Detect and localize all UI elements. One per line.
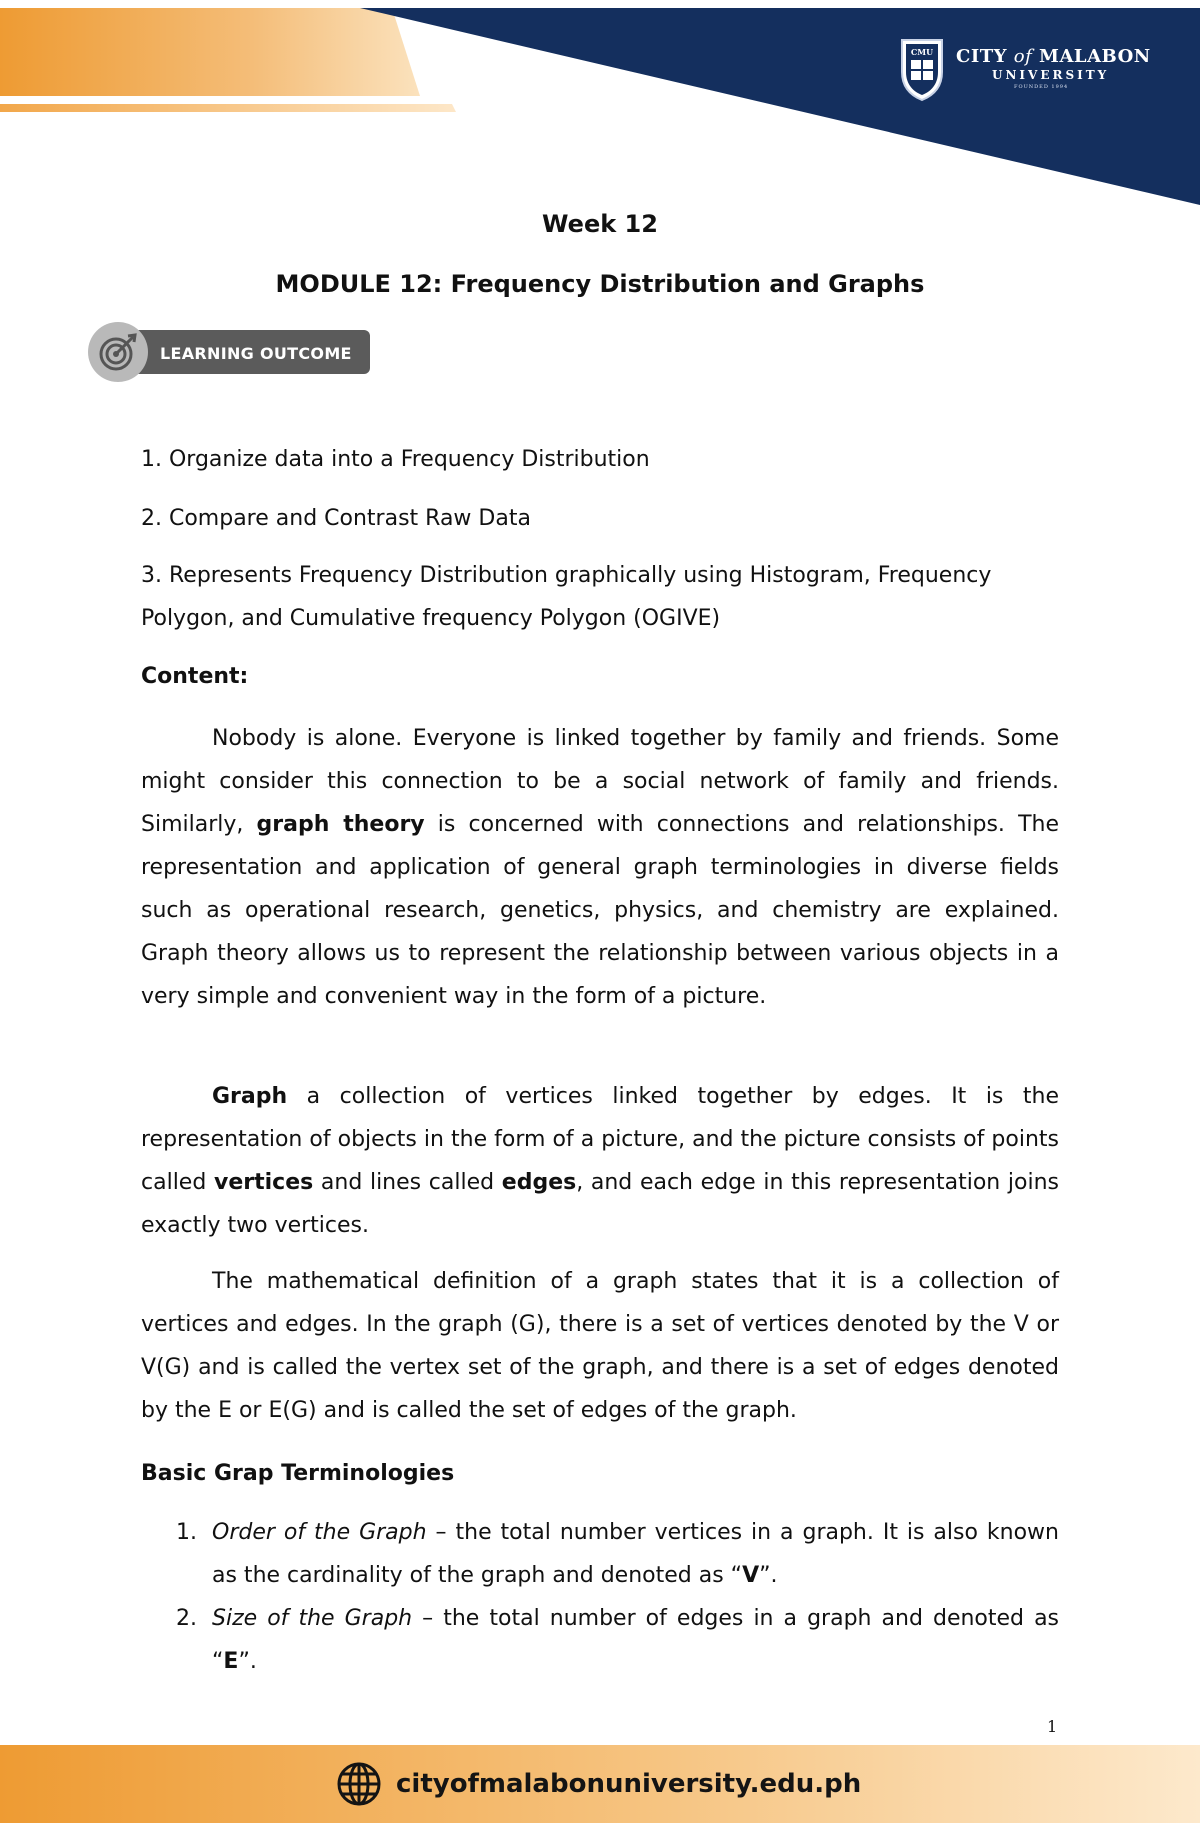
module-title: MODULE 12: Frequency Distribution and Graphs	[275, 270, 925, 298]
outcome-item: 1. Organize data into a Frequency Distribution	[141, 447, 650, 472]
page-number: 1	[1047, 1717, 1058, 1736]
university-seal-icon	[898, 36, 946, 102]
logo-of: of	[1013, 46, 1033, 67]
learning-outcome-label: LEARNING OUTCOME	[160, 344, 352, 363]
logo-malabon: MALABON	[1032, 46, 1151, 67]
term-graph: Graph	[212, 1084, 288, 1109]
logo-wordmark	[956, 46, 1151, 90]
paragraph-mathematical-definition: The mathematical definition of a graph states that it is a collection of vertices and edges. In the graph (G), there is a set of vertices denoted by the V or V(G) and is called the vertex set of the graph, and there is a set of edges denoted by the E or E(G) and is called the set of edges of the graph.	[141, 1269, 1059, 1423]
paragraph-graph-theory	[141, 717, 1059, 1018]
list-item	[141, 1597, 1059, 1683]
list-item	[141, 1511, 1059, 1597]
logo-university: UNIVERSITY	[992, 68, 1110, 82]
university-logo	[898, 34, 1151, 106]
globe-icon	[336, 1761, 382, 1807]
seal-text: CMU	[910, 47, 934, 57]
learning-outcome-badge	[88, 322, 371, 382]
outcome-item: 2. Compare and Contrast Raw Data	[141, 506, 531, 531]
list-text: ”.	[238, 1649, 257, 1674]
outcome-item: 3. Represents Frequency Distribution graphically using Histogram, Frequency Polygon, and Cumulative frequency Polygon (OGIVE)	[141, 563, 992, 631]
list-number: 2.	[176, 1606, 197, 1631]
week-title: Week 12	[542, 210, 658, 238]
footer-url[interactable]: cityofmalabonuniversity.edu.ph	[396, 1769, 862, 1799]
target-icon	[97, 331, 139, 373]
content-heading: Content:	[141, 664, 249, 689]
terminologies-heading: Basic Grap Terminologies	[141, 1461, 455, 1486]
symbol-e: E	[223, 1649, 239, 1674]
paragraph-text: is concerned with connections and relationships. The representation and application of general graph terminologies in diverse fields such as operational research, genetics, physics, and chemistry are explained. Graph theory allows us to represent the relationship between various objects in a very simple and convenient way in the form of a picture.	[141, 812, 1059, 1009]
paragraph-text: , and each edge in this representation joins exactly two vertices.	[141, 1170, 1060, 1238]
term-vertices: vertices	[213, 1170, 314, 1195]
paragraph-text: Nobody is alone. Everyone is linked together by family and friends. Some might consider this connection to be a social network of family and friends. Similarly,	[141, 726, 1059, 837]
term-edges: edges	[501, 1170, 577, 1195]
paragraph-text: a collection of vertices linked together by edges. It is the representation of objects in the form of a picture, and the picture consists of points called	[141, 1084, 1059, 1195]
logo-city: CITY	[956, 46, 1014, 67]
list-text: – the total number of edges in a graph and denoted as “	[212, 1606, 1060, 1674]
list-number: 1.	[176, 1520, 197, 1545]
paragraph-graph-definition	[141, 1075, 1059, 1247]
symbol-v: V	[742, 1563, 760, 1588]
paragraph-text: and lines called	[313, 1170, 502, 1195]
term-size: Size of the Graph	[212, 1606, 413, 1631]
footer-website[interactable]	[336, 1757, 861, 1811]
list-text: ”.	[759, 1563, 778, 1588]
logo-founded: FOUNDED 1994	[1014, 84, 1069, 90]
term-graph-theory: graph theory	[256, 812, 425, 837]
list-text: – the total number vertices in a graph. It is also known as the cardinality of the graph and denoted as “	[212, 1520, 1059, 1588]
term-order: Order of the Graph	[212, 1520, 427, 1545]
